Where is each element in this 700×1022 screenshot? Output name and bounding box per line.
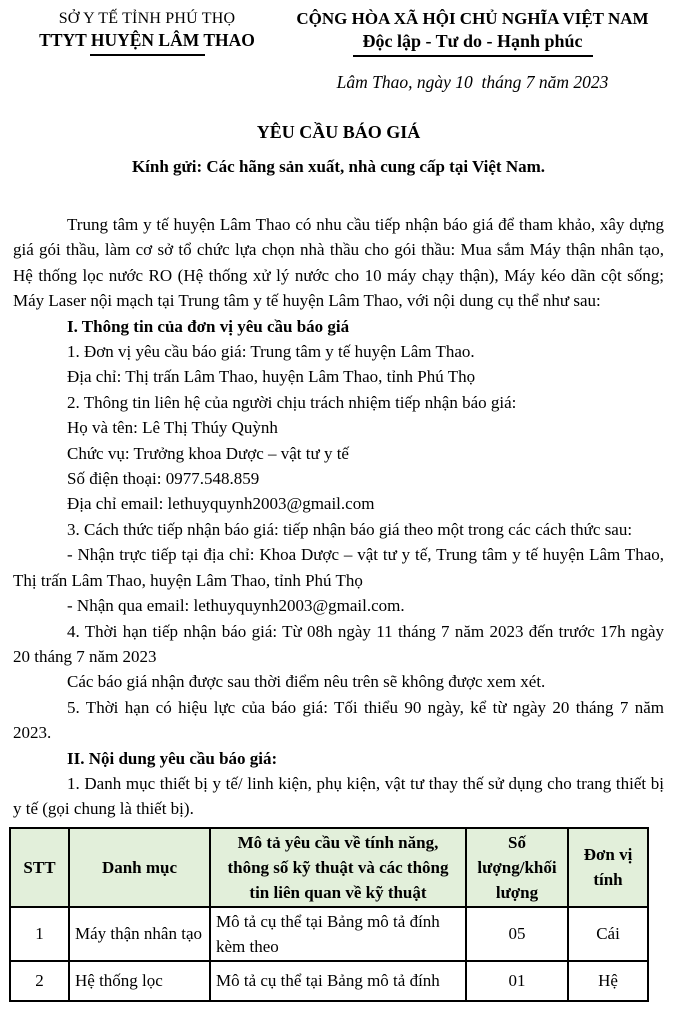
- paragraph-contact-phone: Số điện thoại: 0977.548.859: [67, 469, 260, 489]
- paragraph-late-note: Các báo giá nhận được sau thời điểm nêu trên sẽ không được xem xét.: [67, 672, 546, 692]
- table-header-so-luong: Số lượng/khối lượng: [466, 828, 568, 907]
- cell-so-luong: 01: [466, 961, 568, 1001]
- cell-danh-muc: Hệ thống lọc: [69, 961, 210, 1001]
- paragraph-validity: 5. Thời hạn có hiệu lực của báo giá: Tối thiểu 90 ngày, kể từ ngày 20 tháng 7 năm 2023.: [13, 697, 664, 743]
- table-header-row: [10, 828, 648, 907]
- cell-danh-muc: Máy thận nhân tạo: [69, 907, 210, 961]
- paragraph-unit: 1. Đơn vị yêu cầu báo giá: Trung tâm y tế huyện Lâm Thao.: [67, 342, 475, 362]
- cell-mo-ta: Mô tả cụ thể tại Bảng mô tả đính: [210, 961, 466, 1001]
- paragraph-method-direct: - Nhận trực tiếp tại địa chỉ: Khoa Dược – vật tư y tế, Trung tâm y tế huyện Lâm Thao, Thị trấn Lâm Thao, huyện Lâm Thao, tỉnh Phú Thọ: [13, 545, 664, 590]
- org-parent-name: SỞ Y TẾ TỈNH PHÚ THỌ: [58, 10, 236, 27]
- document-body: [13, 212, 664, 822]
- issuing-org-block: [13, 8, 281, 56]
- paragraph-address: Địa chỉ: Thị trấn Lâm Thao, huyện Lâm Thao, tỉnh Phú Thọ: [67, 367, 476, 387]
- table-row: [10, 907, 648, 961]
- table-header-mo-ta: Mô tả yêu cầu về tính năng, thông số kỹ thuật và các thông tin liên quan về kỹ thuật: [210, 828, 466, 907]
- cell-stt: 2: [10, 961, 69, 1001]
- paragraph-deadline: 4. Thời hạn tiếp nhận báo giá: Từ 08h ngày 11 tháng 7 năm 2023 đến trước 17h ngày 20 tháng 7 năm 2023: [13, 621, 664, 666]
- paragraph-method-heading: 3. Cách thức tiếp nhận báo giá: tiếp nhận báo giá theo một trong các cách thức sau:: [67, 519, 633, 539]
- paragraph-list-intro: 1. Danh mục thiết bị y tế/ linh kiện, phụ kiện, vật tư thay thế sử dụng cho trang thiết bị y tế (gọi chung là thiết bị).: [13, 773, 664, 819]
- paragraph-contact-name: Họ và tên: Lê Thị Thúy Quỳnh: [67, 418, 278, 438]
- quotation-table: [9, 827, 649, 1002]
- national-motto: Độc lập - Tư do - Hạnh phúc: [362, 31, 583, 51]
- cell-mo-ta: Mô tả cụ thể tại Bảng mô tả đính kèm theo: [210, 907, 466, 961]
- section-heading-1: I. Thông tin của đơn vị yêu cầu báo giá: [67, 316, 350, 336]
- motto-underline-rule: [353, 55, 593, 57]
- paragraph-intro: Trung tâm y tế huyện Lâm Thao có nhu cầu tiếp nhận báo giá để tham khảo, xây dựng giá gói thầu, làm cơ sở tổ chức lựa chọn nhà thầu cho gói thầu: Mua sắm Máy thận nhân tạo, Hệ thống lọc nước RO (Hệ thống xử lý nước cho 10 máy chạy thận), Máy kéo dãn cột sống; Máy Laser nội mạch tại Trung tâm y tế huyện Lâm Thao, với nội dung cụ thể như sau:: [13, 215, 664, 311]
- cell-stt: 1: [10, 907, 69, 961]
- table-row: [10, 961, 648, 1001]
- org-name: TTYT HUYỆN LÂM THAO: [39, 30, 255, 50]
- table-header-stt: STT: [10, 828, 69, 907]
- national-motto-block: [281, 8, 664, 93]
- org-underline-rule: [90, 54, 205, 56]
- paragraph-contact-email: Địa chỉ email: lethuyquynh2003@gmail.com: [67, 494, 375, 514]
- table-header-danh-muc: Danh mục: [69, 828, 210, 907]
- document-title: YÊU CẦU BÁO GIÁ: [256, 122, 421, 142]
- greeting-line: Kính gửi: Các hãng sản xuất, nhà cung cấp tại Việt Nam.: [131, 157, 546, 176]
- cell-don-vi: Hệ: [568, 961, 648, 1001]
- date-line: Lâm Thao, ngày 10 tháng 7 năm 2023: [336, 72, 609, 92]
- table-header-don-vi: Đơn vị tính: [568, 828, 648, 907]
- paragraph-method-email: - Nhận qua email: lethuyquynh2003@gmail.com.: [67, 596, 405, 616]
- paragraph-contact-title: Chức vụ: Trưởng khoa Dược – vật tư y tế: [67, 443, 349, 463]
- paragraph-contact-heading: 2. Thông tin liên hệ của người chịu trách nhiệm tiếp nhận báo giá:: [67, 392, 517, 412]
- document-header: [13, 8, 664, 93]
- cell-don-vi: Cái: [568, 907, 648, 961]
- cell-so-luong: 05: [466, 907, 568, 961]
- section-heading-2: II. Nội dung yêu cầu báo giá:: [67, 748, 278, 768]
- national-title: CỘNG HÒA XÃ HỘI CHỦ NGHĨA VIỆT NAM: [296, 9, 649, 28]
